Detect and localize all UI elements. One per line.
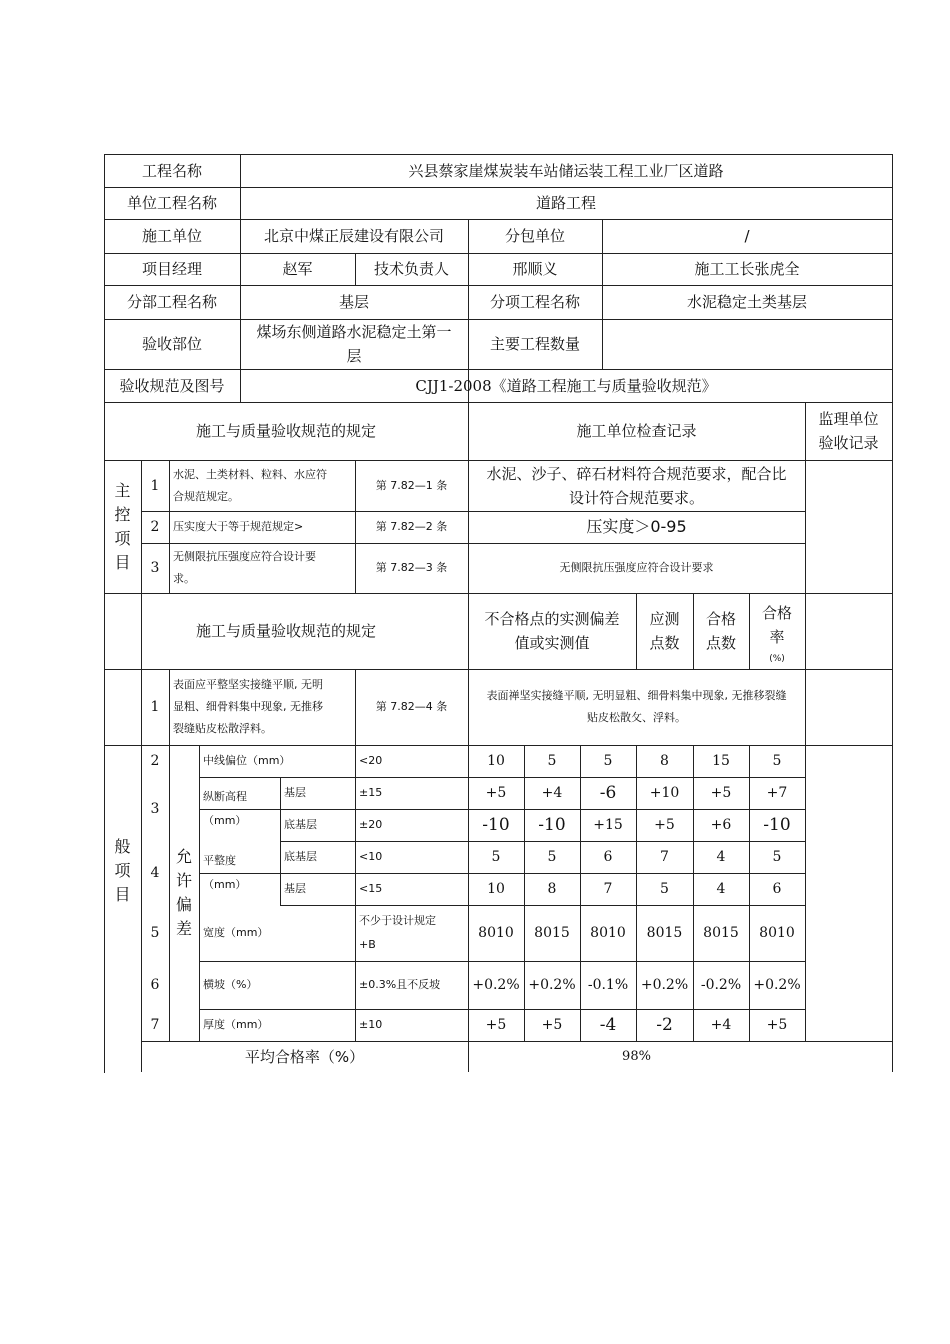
measure-sub-layer: 基层 [284, 882, 306, 895]
measured-value: +5 [766, 1017, 788, 1033]
quantity [602, 319, 892, 369]
quantity-label: 主要工程数量 [489, 335, 580, 353]
tolerance-value: ±0.3%且不反坡 [359, 978, 441, 991]
s2-rate-unit: (%) [769, 654, 785, 664]
measured-value: +7 [766, 785, 788, 801]
s2-item-no: 2 [150, 753, 160, 769]
measured-value: +15 [593, 817, 623, 833]
measured-value: +0.2% [528, 977, 576, 993]
tolerance-value: <10 [359, 850, 383, 863]
unit-project: 道路工程 [535, 194, 596, 212]
s1-item-no: 3 [150, 560, 160, 576]
measured-value: -2 [656, 1015, 673, 1035]
s2-rate-header: 合格 率 [761, 604, 792, 646]
measured-value: 4 [716, 881, 726, 897]
measured-value: 8015 [534, 925, 570, 941]
measured-value: 10 [487, 881, 505, 897]
measured-value: 7 [603, 881, 613, 897]
measured-value: 8010 [759, 925, 795, 941]
measured-value: 6 [772, 881, 782, 897]
measured-value: 8 [660, 753, 669, 769]
measured-value: 8 [547, 881, 557, 897]
s2-item-no: 3 [150, 801, 160, 817]
measured-value: +6 [710, 817, 732, 833]
s1-item-record: 水泥、沙子、碎石材料符合规范要求，配合比 设计符合规范要求。 [486, 464, 787, 507]
tolerance-value: ±10 [359, 1018, 383, 1031]
s1-item-record: 压实度＞0-95 [586, 517, 687, 536]
measured-value: -10 [538, 815, 566, 835]
measured-value: +10 [649, 785, 680, 801]
location-label: 验收部位 [141, 335, 202, 353]
measured-value: +5 [485, 1017, 507, 1033]
avg-label: 平均合格率（%） [244, 1047, 365, 1066]
s2-item-desc: 表面应平整坚实接缝平顺, 无明 显粗、细骨料集中现象, 无推移 裂缝贴皮松散浮料。 [173, 678, 323, 735]
measure-item-name: 中线偏位（mm） [203, 754, 291, 767]
measured-value: 10 [487, 753, 505, 769]
tolerance-label: 允 许 偏 差 [175, 847, 192, 938]
s1-item-desc: 压实度大于等于规范规定> [173, 520, 304, 533]
division: 基层 [338, 293, 369, 311]
standard: CJJ1-2008《道路工程施工与质量验收规范》 [415, 376, 717, 395]
main-control-label: 主 控 项 目 [114, 480, 131, 572]
measured-value: +4 [541, 785, 563, 801]
measured-value: +5 [541, 1017, 563, 1033]
tech-label: 技术负责人 [373, 260, 449, 278]
subitem: 水泥稳定土类基层 [686, 293, 807, 311]
measured-value: 5 [660, 881, 669, 897]
measured-value: -0.1% [587, 977, 629, 993]
measured-value: 6 [603, 849, 613, 865]
s2-spec-header: 施工与质量验收规范的规定 [195, 622, 376, 640]
measured-value: 5 [547, 753, 557, 769]
s2-deviation-header: 不合格点的实测偏差 值或实测值 [484, 610, 620, 652]
s1-supervisor-header: 监理单位 验收记录 [818, 410, 879, 452]
contractor: 北京中煤正辰建设有限公司 [263, 227, 444, 245]
avg-value: 98% [622, 1048, 651, 1064]
measured-value: 5 [603, 753, 613, 769]
measure-sub-layer: 底基层 [284, 850, 317, 863]
measured-value: -6 [599, 783, 617, 803]
measured-value: 8015 [703, 925, 739, 941]
s2-item-no: 5 [150, 925, 160, 941]
subcontractor: / [744, 227, 750, 245]
general-item-label: 般 项 目 [114, 836, 131, 904]
subitem-label: 分项工程名称 [489, 293, 580, 311]
foreman: 施工工长张虎全 [694, 260, 800, 278]
tolerance-value: ±15 [359, 786, 383, 799]
s2-item-no: 1 [150, 699, 160, 715]
s2-item-no: 6 [150, 977, 160, 993]
tolerance-value: <15 [359, 882, 383, 895]
s1-spec-header: 施工与质量验收规范的规定 [195, 422, 376, 440]
measured-value: +5 [654, 817, 675, 833]
pm-label: 项目经理 [141, 260, 202, 278]
measured-value: 7 [660, 849, 669, 865]
measured-value: 15 [712, 753, 730, 769]
measure-item-name: 平整度 （mm） [203, 854, 247, 891]
measure-item-name: 横坡（%） [203, 978, 258, 991]
s2-item-no: 4 [150, 865, 160, 881]
measure-item-name: 宽度（mm） [203, 926, 269, 939]
measured-value: 8010 [478, 925, 514, 941]
measured-value: -10 [482, 815, 510, 835]
measured-value: 8015 [646, 925, 683, 941]
tech: 邢顺义 [512, 260, 558, 278]
measured-value: +5 [710, 785, 732, 801]
contractor-label: 施工单位 [141, 227, 202, 245]
project-name: 兴县蔡家崖煤炭装车站储运装工程工业厂区道路 [408, 161, 724, 180]
measure-item-name: 厚度（mm） [203, 1018, 269, 1031]
division-label: 分部工程名称 [126, 293, 217, 311]
s1-item-clause: 第 7.82—2 条 [375, 520, 448, 533]
s1-record-header: 施工单位检查记录 [576, 422, 697, 440]
s2-item-no: 7 [150, 1017, 160, 1033]
s2-item-clause: 第 7.82—4 条 [375, 700, 448, 713]
measured-value: 8010 [590, 925, 626, 941]
measured-value: +0.2% [472, 977, 520, 993]
measured-value: +5 [485, 785, 507, 801]
s1-item-desc: 无侧限抗压强度应符合设计要 求。 [173, 550, 316, 585]
acceptance-record-form [104, 154, 892, 1072]
s1-item-record: 无侧限抗压强度应符合设计要求 [559, 561, 714, 574]
standard-label: 验收规范及图号 [119, 376, 225, 395]
s2-pass-header: 合格 点数 [705, 610, 736, 652]
tolerance-value: ±20 [359, 818, 383, 831]
s1-item-clause: 第 7.82—3 条 [375, 561, 448, 574]
measured-value: 4 [716, 849, 726, 865]
measured-value: -0.2% [700, 977, 742, 993]
s1-item-no: 1 [150, 477, 160, 494]
measured-value: 5 [772, 753, 782, 769]
s1-item-no: 2 [150, 519, 160, 535]
measured-value: -4 [599, 1015, 617, 1035]
measured-value: +0.2% [753, 977, 801, 993]
measure-item-name: 纵断高程 （mm） [203, 790, 247, 827]
s1-item-desc: 水泥、土类材料、粒料、水应符 合规范规定。 [173, 467, 327, 503]
tolerance-value: <20 [359, 754, 383, 767]
measure-sub-layer: 基层 [284, 786, 306, 799]
measured-value: 5 [547, 849, 557, 865]
s2-points-header: 应测 点数 [649, 610, 680, 652]
location: 煤场东侧道路水泥稳定土第一 层 [256, 323, 452, 365]
measured-value: 5 [491, 849, 501, 865]
measured-value: +0.2% [640, 977, 689, 993]
subcontractor-label: 分包单位 [504, 227, 565, 245]
measured-value: 5 [772, 849, 782, 865]
s2-item-record: 表面禅坚实接缝平顺, 无明显粗、细骨料集中现象, 无推移裂缝 贴皮松散攵、浮料。 [486, 689, 787, 724]
s1-item-clause: 第 7.82—1 条 [375, 478, 448, 492]
unit-project-label: 单位工程名称 [126, 194, 217, 212]
measured-value: +4 [710, 1017, 732, 1033]
measure-sub-layer: 底基层 [284, 818, 317, 831]
measured-value: -10 [763, 815, 791, 835]
project-name-label: 工程名称 [141, 161, 202, 180]
pm: 赵军 [282, 260, 313, 278]
tolerance-value: 不少于设计规定 +B [359, 914, 436, 951]
